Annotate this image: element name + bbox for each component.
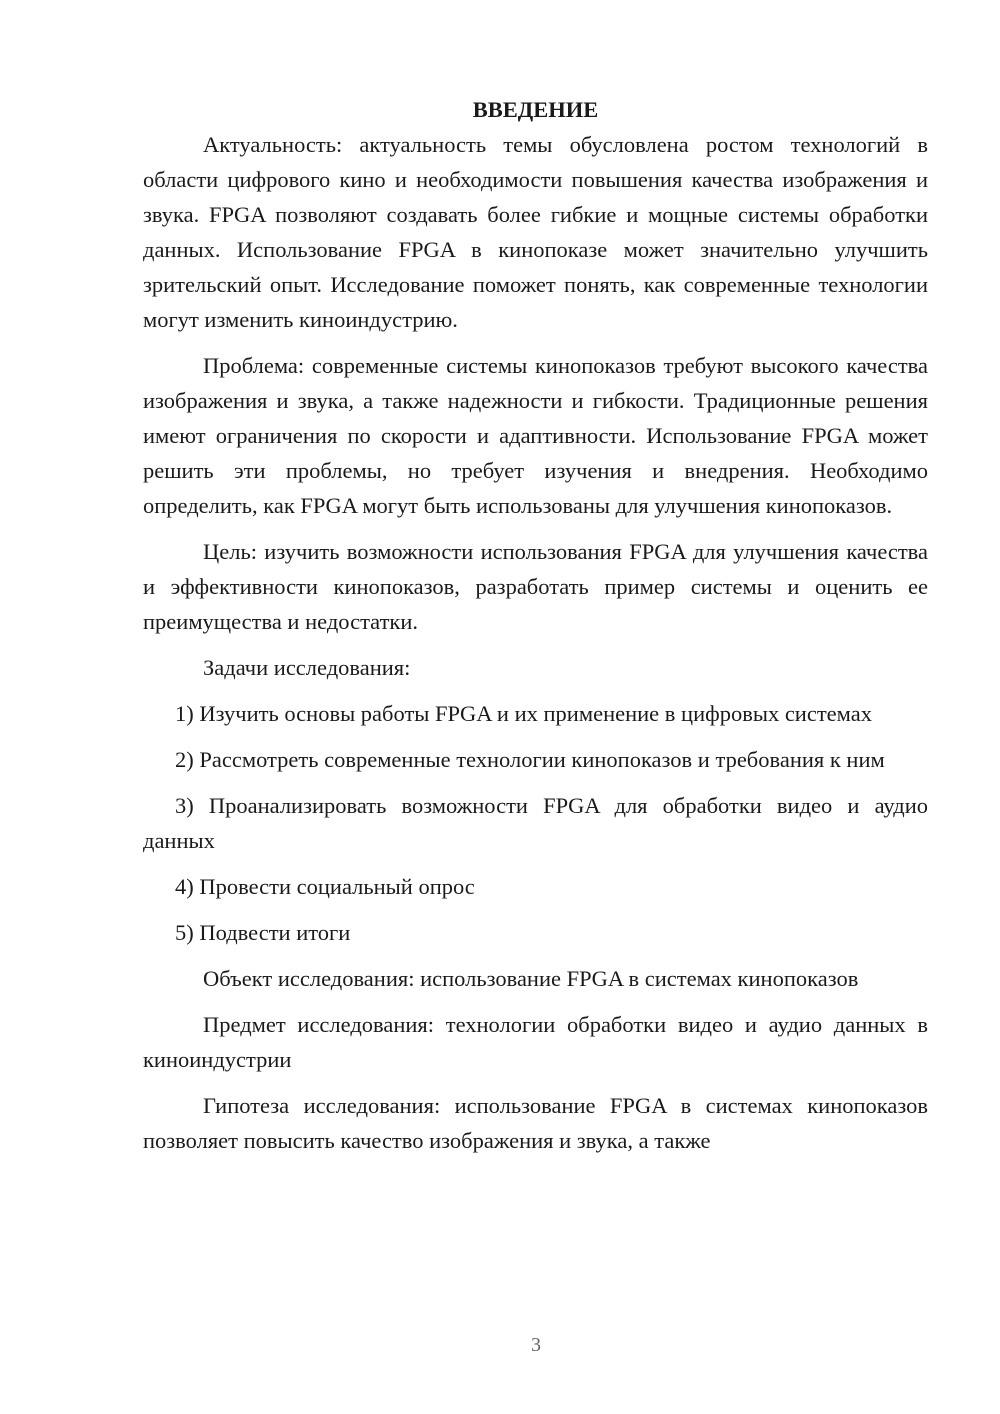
tasks-label: Задачи исследования: (203, 655, 411, 680)
object-paragraph: Объект исследования: использование FPGA в системах кинопоказов (203, 966, 859, 991)
problem-paragraph: Проблема: современные системы кинопоказов требуют высокого качества изображения и звука, а также надежности и гибкости. Традиционные решения имеют ограничения по скорости и адаптивности. Использование FPGA может решить эти проблемы, но требует изучения и внедрения. Необходимо определить, как FPGA могут быть использованы для улучшения кинопоказов. (143, 353, 928, 518)
subject-paragraph: Предмет исследования: технологии обработки видео и аудио данных в киноиндустрии (143, 1012, 928, 1072)
page-number: 3 (531, 1334, 541, 1356)
hypothesis-paragraph: Гипотеза исследования: использование FPGA в системах кинопоказов позволяет повысить качество изображения и звука, а также (143, 1093, 928, 1153)
task-item-1: 1) Изучить основы работы FPGA и их применение в цифровых системах (175, 701, 872, 726)
section-heading: ВВЕДЕНИЕ (472, 97, 599, 122)
task-item-3: 3) Проанализировать возможности FPGA для обработки видео и аудио данных (143, 793, 928, 853)
goal-paragraph: Цель: изучить возможности использования FPGA для улучшения качества и эффективности кинопоказов, разработать пример системы и оценить ее преимущества и недостатки. (143, 539, 928, 634)
page-content (143, 92, 928, 1169)
relevance-paragraph: Актуальность: актуальность темы обусловлена ростом технологий в области цифрового кино и необходимости повышения качества изображения и звука. FPGA позволяют создавать более гибкие и мощные системы обработки данных. Использование FPGA в кинопоказе может значительно улучшить зрительский опыт. Исследование поможет понять, как современные технологии могут изменить киноиндустрию. (143, 132, 928, 332)
task-item-5: 5) Подвести итоги (175, 920, 351, 945)
task-item-2: 2) Рассмотреть современные технологии кинопоказов и требования к ним (175, 747, 885, 772)
task-item-4: 4) Провести социальный опрос (175, 874, 475, 899)
